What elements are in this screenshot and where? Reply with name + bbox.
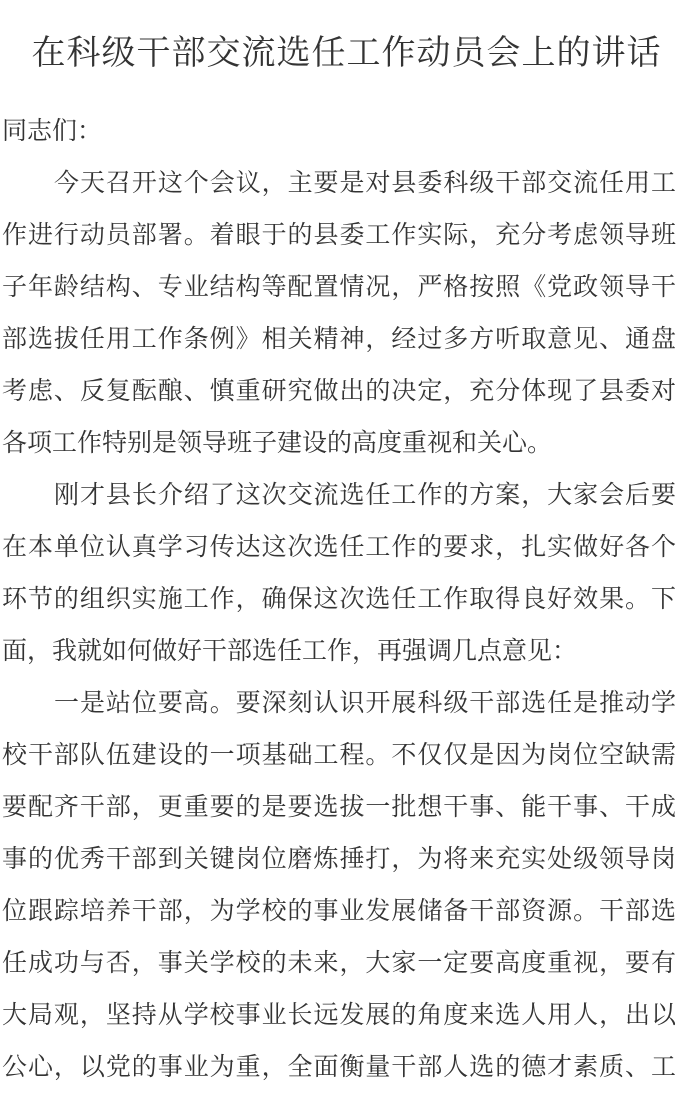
paragraph-1-line-4: 部选拔任用工作条例》相关精神，经过多方听取意见、通盘 — [2, 324, 676, 353]
paragraph-2-line-3: 环节的组织实施工作，确保这次选任工作取得良好效果。下 — [2, 584, 676, 613]
paragraph-1-line-2: 作进行动员部署。着眼于的县委工作实际，充分考虑领导班 — [2, 220, 676, 249]
paragraph-3-line-6: 任成功与否，事关学校的未来，大家一定要高度重视，要有 — [2, 948, 676, 977]
paragraph-3-line-5: 位跟踪培养干部，为学校的事业发展储备干部资源。干部选 — [2, 896, 676, 925]
paragraph-1-line-5: 考虑、反复酝酿、慎重研究做出的决定，充分体现了县委对 — [2, 376, 676, 405]
salutation-line: 同志们： — [2, 116, 103, 145]
paragraph-3-line-1: 一是站位要高。要深刻认识开展科级干部选任是推动学 — [54, 688, 676, 717]
paragraph-2-line-2: 在本单位认真学习传达这次选任工作的要求，扎实做好各个 — [2, 532, 676, 561]
paragraph-2-line-1: 刚才县长介绍了这次交流选任工作的方案，大家会后要 — [54, 480, 676, 509]
paragraph-3-line-2: 校干部队伍建设的一项基础工程。不仅仅是因为岗位空缺需 — [2, 740, 676, 769]
paragraph-1-line-3: 子年龄结构、专业结构等配置情况，严格按照《党政领导干 — [2, 272, 676, 301]
paragraph-3-line-7: 大局观，坚持从学校事业长远发展的角度来选人用人，出以 — [2, 1000, 676, 1029]
paragraph-3-line-3: 要配齐干部，更重要的是要选拔一批想干事、能干事、干成 — [2, 792, 676, 821]
paragraph-3-line-4: 事的优秀干部到关键岗位磨炼捶打，为将来充实处级领导岗 — [2, 844, 676, 873]
paragraph-3-line-8: 公心，以党的事业为重，全面衡量干部人选的德才素质、工 — [2, 1052, 676, 1081]
speech-body — [2, 105, 676, 1093]
document-title: 在科级干部交流选任工作动员会上的讲话 — [31, 33, 662, 73]
paragraph-1-line-1: 今天召开这个会议，主要是对县委科级干部交流任用工 — [54, 168, 676, 197]
paragraph-1-line-6: 各项工作特别是领导班子建设的高度重视和关心。 — [2, 428, 553, 457]
paragraph-2-line-4: 面，我就如何做好干部选任工作，再强调几点意见： — [2, 636, 578, 665]
